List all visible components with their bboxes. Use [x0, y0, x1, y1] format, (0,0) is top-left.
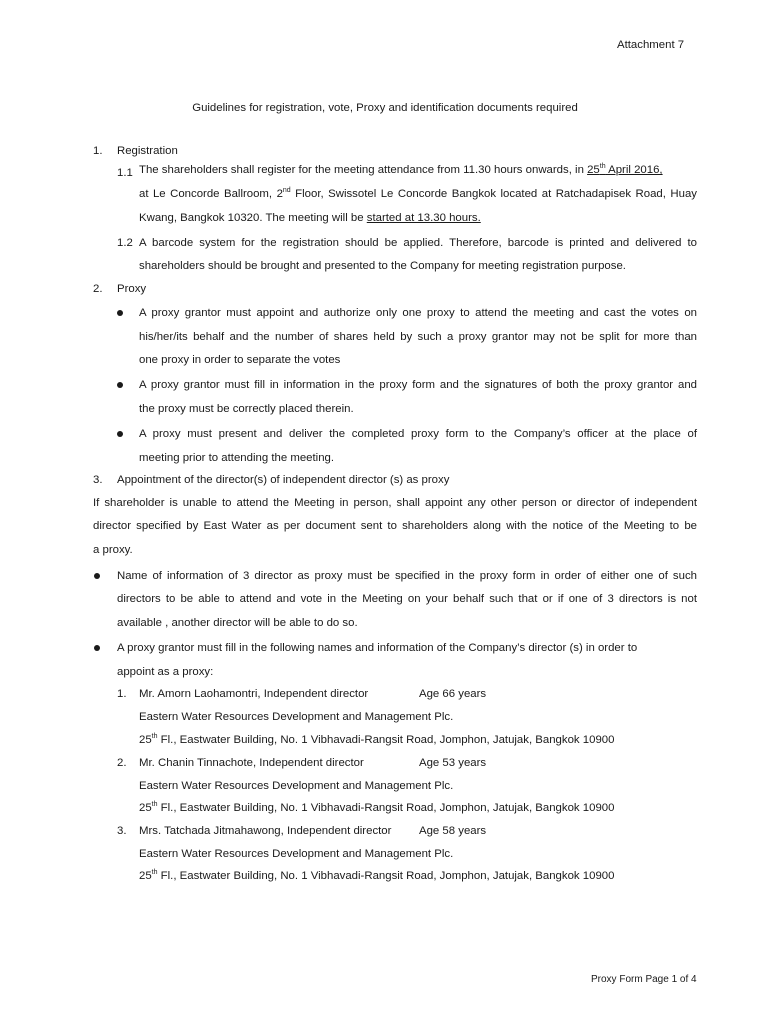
bullet-icon [94, 573, 100, 579]
proxy-bullet-3-line-1: A proxy must present and deliver the completed proxy form to the Company’s officer at the place of [139, 428, 697, 440]
director-bullet-1-line-2: directors to be able to attend and vote in the Meeting on your behalf such that or if one of 3 directors is not [117, 593, 697, 605]
bullet-icon [117, 431, 123, 437]
director-1-name: Mr. Amorn Laohamontri, Independent director [139, 688, 369, 700]
director-3-age: Age 58 years [419, 825, 487, 837]
section-3-heading: Appointment of the director(s) of independent director (s) as proxy [117, 474, 450, 486]
director-3-name: Mrs. Tatchada Jitmahawong, Independent director [139, 825, 392, 837]
proxy-bullet-2-line-1: A proxy grantor must fill in information in the proxy form and the signatures of both the proxy grantor and [139, 379, 697, 391]
section-3-number: 3. [93, 474, 103, 486]
section-2-number: 2. [93, 283, 103, 295]
section-1-number: 1. [93, 145, 103, 157]
item-1-2-line-1: A barcode system for the registration should be applied. Therefore, barcode is printed and delivered to [139, 237, 697, 249]
director-2-address: 25th Fl., Eastwater Building, No. 1 Vibhavadi-Rangsit Road, Jomphon, Jatujak, Bangkok 10900 [139, 801, 615, 814]
director-1-company: Eastern Water Resources Development and Management Plc. [139, 711, 454, 723]
director-bullet-2-line-2: appoint as a proxy: [117, 666, 214, 678]
section-3-paragraph-line-1: If shareholder is unable to attend the Meeting in person, shall appoint any other person or director of independent [93, 497, 697, 509]
bullet-icon [117, 310, 123, 316]
director-2-name: Mr. Chanin Tinnachote, Independent director [139, 757, 364, 769]
proxy-bullet-1-line-3: one proxy in order to separate the votes [139, 354, 341, 366]
section-1-heading: Registration [117, 145, 178, 157]
director-3-number: 3. [117, 825, 127, 837]
start-time: started at 13.30 hours. [366, 212, 481, 224]
proxy-bullet-1-line-2: his/her/its behalf and the number of shares held by such a proxy grantor may not be split for more than [139, 331, 697, 343]
director-bullet-2-line-1: A proxy grantor must fill in the following names and information of the Company’s director (s) in order to [117, 642, 638, 654]
section-3-paragraph-line-2: director specified by East Water as per document sent to shareholders along with the notice of the Meeting to be [93, 520, 697, 532]
proxy-bullet-1-line-1: A proxy grantor must appoint and authorize only one proxy to attend the meeting and cast the votes on [139, 307, 697, 319]
attachment-label: Attachment 7 [617, 39, 685, 51]
director-bullet-1-line-3: available , another director will be able to do so. [117, 617, 358, 629]
page-footer: Proxy Form Page 1 of 4 [591, 974, 697, 985]
section-3-paragraph-line-3: a proxy. [93, 544, 133, 556]
proxy-bullet-3-line-2: meeting prior to attending the meeting. [139, 452, 335, 464]
director-2-age: Age 53 years [419, 757, 487, 769]
section-2-heading: Proxy [117, 283, 147, 295]
item-1-2-number: 1.2 [117, 237, 133, 249]
director-bullet-1-line-1: Name of information of 3 director as proxy must be specified in the proxy form in order of either one of such [117, 570, 697, 582]
director-1-address: 25th Fl., Eastwater Building, No. 1 Vibhavadi-Rangsit Road, Jomphon, Jatujak, Bangkok 10900 [139, 733, 615, 746]
registration-date: 25th April 2016, [587, 163, 663, 176]
item-1-1-line-3: Kwang, Bangkok 10320. The meeting will be started at 13.30 hours. [139, 212, 481, 224]
item-1-2-line-2: shareholders should be brought and presented to the Company for meeting registration purpose. [139, 260, 626, 272]
director-1-number: 1. [117, 688, 127, 700]
proxy-bullet-2-line-2: the proxy must be correctly placed therein. [139, 403, 354, 415]
page-title: Guidelines for registration, vote, Proxy and identification documents required [192, 102, 578, 114]
director-1-age: Age 66 years [419, 688, 487, 700]
item-1-1-number: 1.1 [117, 167, 133, 179]
bullet-icon [117, 382, 123, 388]
item-1-1-line-2: at Le Concorde Ballroom, 2nd Floor, Swissotel Le Concorde Bangkok located at Ratchadapisek Road, Huay [139, 187, 697, 200]
director-2-company: Eastern Water Resources Development and Management Plc. [139, 780, 454, 792]
director-2-number: 2. [117, 757, 127, 769]
director-3-address: 25th Fl., Eastwater Building, No. 1 Vibhavadi-Rangsit Road, Jomphon, Jatujak, Bangkok 10900 [139, 869, 615, 882]
item-1-1-line-1: The shareholders shall register for the meeting attendance from 11.30 hours onwards, in 25th April 2016, [139, 163, 663, 176]
director-3-company: Eastern Water Resources Development and Management Plc. [139, 848, 454, 860]
bullet-icon [94, 645, 100, 651]
